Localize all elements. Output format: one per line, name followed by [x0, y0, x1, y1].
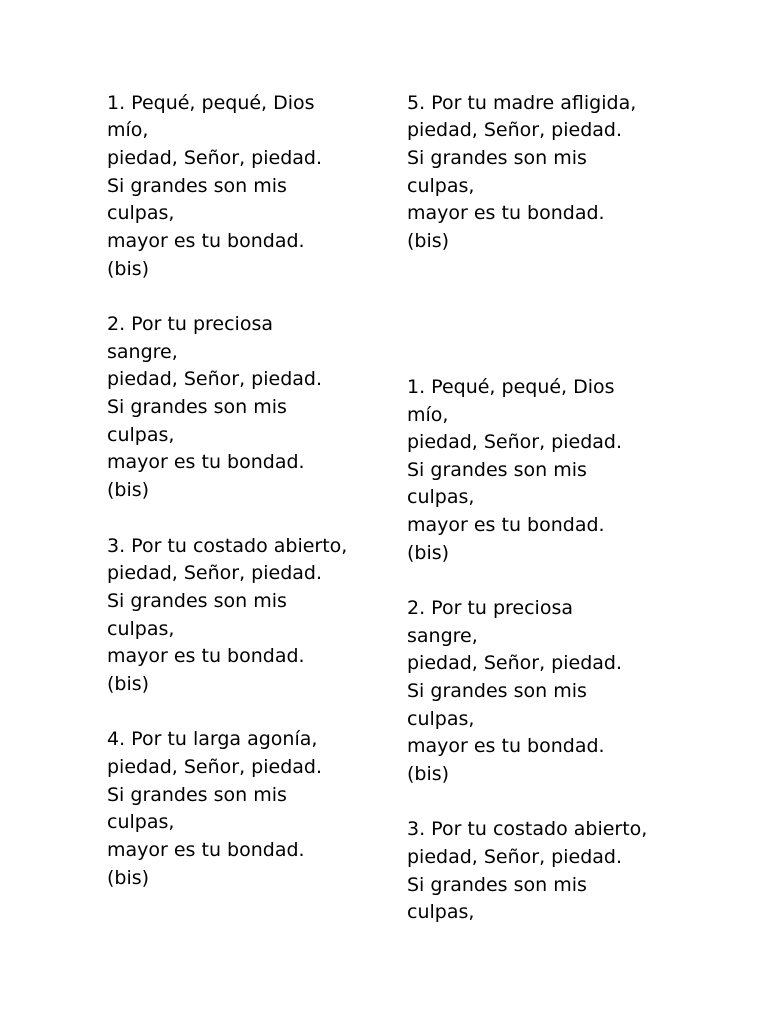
verse-line: Si grandes son mis: [107, 175, 287, 197]
verse-line: culpas,: [107, 618, 175, 640]
verse-line: (bis): [107, 258, 150, 280]
verse-line: sangre,: [407, 625, 478, 647]
verse-line: 5. Por tu madre afligida,: [407, 92, 637, 114]
verse-line: culpas,: [407, 175, 475, 197]
verse-line: Si grandes son mis: [407, 680, 587, 702]
verse-line: mayor es tu bondad.: [407, 735, 605, 757]
verse-line: culpas,: [107, 811, 175, 833]
verse-line: Si grandes son mis: [107, 396, 287, 418]
verse-line: culpas,: [107, 202, 175, 224]
verse-line: (bis): [107, 673, 150, 695]
verse-line: mayor es tu bondad.: [107, 839, 305, 861]
verse-line: mío,: [107, 119, 149, 141]
verse-line: (bis): [407, 230, 450, 252]
verse-line: piedad, Señor, piedad.: [107, 368, 323, 390]
verse-line: mayor es tu bondad.: [107, 645, 305, 667]
verse-line: piedad, Señor, piedad.: [407, 431, 623, 453]
verse-line: Si grandes son mis: [407, 874, 587, 896]
verse-line: 2. Por tu preciosa: [407, 597, 573, 619]
verse-line: Si grandes son mis: [107, 590, 287, 612]
verse-line: piedad, Señor, piedad.: [107, 562, 323, 584]
verse-line: (bis): [407, 763, 450, 785]
verse-line: culpas,: [407, 486, 475, 508]
verse-line: culpas,: [107, 424, 175, 446]
verse-line: piedad, Señor, piedad.: [107, 756, 323, 778]
verse-line: (bis): [107, 867, 150, 889]
verse-line: 4. Por tu larga agonía,: [107, 728, 318, 750]
verse-line: mayor es tu bondad.: [407, 202, 605, 224]
verse-line: (bis): [107, 479, 150, 501]
verse-line: Si grandes son mis: [407, 459, 587, 481]
verse-line: piedad, Señor, piedad.: [107, 147, 323, 169]
verse-line: mayor es tu bondad.: [407, 514, 605, 536]
verse-line: culpas,: [407, 901, 475, 923]
verse-line: piedad, Señor, piedad.: [407, 652, 623, 674]
verse-line: (bis): [407, 542, 450, 564]
verse-line: Si grandes son mis: [107, 784, 287, 806]
verse-line: piedad, Señor, piedad.: [407, 119, 623, 141]
verse-line: piedad, Señor, piedad.: [407, 846, 623, 868]
verse-line: 1. Pequé, pequé, Dios: [407, 376, 615, 398]
verse-line: mío,: [407, 404, 449, 426]
verse-line: 3. Por tu costado abierto,: [407, 818, 648, 840]
verse-line: mayor es tu bondad.: [107, 451, 305, 473]
verse-line: 2. Por tu preciosa: [107, 313, 273, 335]
verse-line: Si grandes son mis: [407, 147, 587, 169]
verse-line: 1. Pequé, pequé, Dios: [107, 92, 315, 114]
verse-line: culpas,: [407, 708, 475, 730]
verse-line: 3. Por tu costado abierto,: [107, 535, 348, 557]
verse-line: sangre,: [107, 341, 178, 363]
verse-line: mayor es tu bondad.: [107, 230, 305, 252]
